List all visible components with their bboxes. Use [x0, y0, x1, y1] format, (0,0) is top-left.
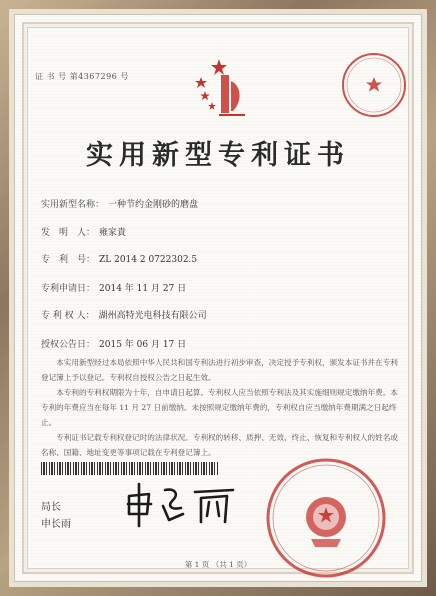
field-label: 专 利 权 人：: [41, 311, 95, 321]
field-patent-number: [41, 252, 197, 265]
field-application-date: [41, 281, 186, 294]
field-value: 一种节约金刚砂的磨盘: [108, 200, 199, 210]
field-label: 实用新型名称：: [41, 200, 105, 210]
certificate-paper: [14, 14, 422, 582]
field-value: 2014 年 11 月 27 日: [99, 284, 187, 294]
field-label: 发 明 人：: [41, 228, 96, 238]
field-utility-name: [41, 197, 198, 210]
signature-role: 局长: [41, 502, 61, 513]
body-paragraph: 专利证书记载专利权登记时的法律状况。专利权的转移、质押、无效、终止、恢复和专利权人的姓名或名称、国籍、地址变更等事项记载在专利登记簿上。: [41, 433, 398, 457]
certificate-title: 实用新型专利证书: [86, 140, 350, 171]
page-number: 第 1 页 （共 1 页）: [184, 560, 252, 569]
signature-name: 申长雨: [41, 519, 71, 530]
barcode: [41, 462, 219, 475]
frame-mat: [9, 9, 427, 587]
field-inventor: [41, 225, 126, 238]
field-value: 2015 年 06 月 17 日: [99, 340, 187, 350]
field-label: 授权公告日：: [41, 340, 96, 350]
field-value: ZL 2014 2 0722302.5: [99, 255, 198, 265]
field-value: 湖州高特光电科技有限公司: [98, 311, 207, 321]
field-value: 雍家貴: [99, 228, 127, 238]
field-label: 专利申请日：: [41, 284, 96, 294]
field-grant-date: [41, 337, 186, 350]
handwritten-signature: [123, 480, 251, 528]
field-patentee: [41, 308, 207, 321]
certificate-body: [41, 355, 399, 460]
cnipa-logo-icon: [183, 55, 255, 127]
certificate-number: 证 书 号 第4367296 号: [35, 72, 129, 81]
body-paragraph: 本专利的专利权期限为十年，自申请日起算。专利权人应当依照专利法及其实施细则规定缴纳年费。本专利的年费应当在每年 11 月 27 日前缴纳。未按照规定缴纳年费的，专利权自应当缴纳年费期满之日起终止。: [41, 388, 398, 427]
field-label: 专 利 号：: [41, 255, 96, 265]
seal-icon: [340, 51, 408, 119]
body-paragraph: 本实用新型经过本局依照中华人民共和国专利法进行初步审查，决定授予专利权，颁发本证书并在专利登记簿上予以登记。专利权自授权公告之日起生效。: [41, 358, 398, 382]
